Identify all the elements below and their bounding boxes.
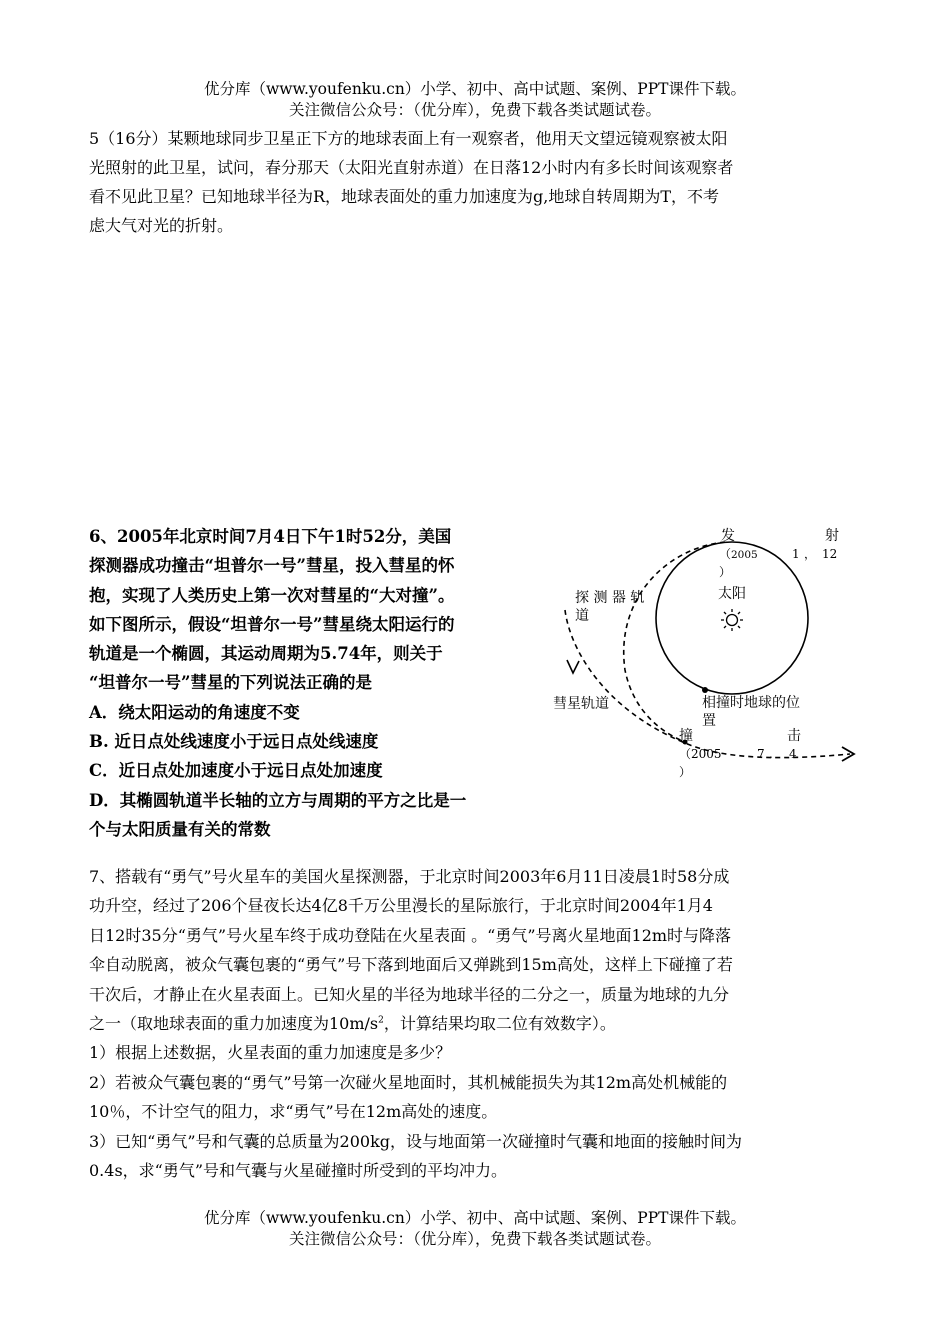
launch-date-paren-close: ） xyxy=(719,565,732,579)
launch-date-day: 12 xyxy=(822,547,838,561)
page-footer xyxy=(0,1208,950,1250)
q6-line: 如下图所示，假设“坦普尔一号”彗星绕太阳运行的 xyxy=(89,614,455,634)
launch-date-year: 2005 xyxy=(731,549,758,561)
comet-orbit-figure xyxy=(545,520,875,790)
sun-icon xyxy=(721,609,743,631)
probe-orbit-label-2: 道 xyxy=(575,608,589,624)
q6-line: 6、2005年北京时间7月4日下午1时52分，美国 xyxy=(89,527,452,546)
q7-line: 功升空，经过了206个昼夜长达4亿8千万公里漫长的星际旅行，于北京时间2004年1月4 xyxy=(89,896,713,916)
header-line-2: 关注微信公众号：（优分库），免费下载各类试题试卷。 xyxy=(288,101,661,119)
q7-line: 伞自动脱离，被众气囊包裹的“勇气”号下落到地面后又弹跳到15m高处，这样上下碰撞了若 xyxy=(89,955,733,975)
q6-line: 轨道是一个椭圆，其运动周期为5.74年，则关于 xyxy=(89,644,443,664)
earth-position-dot xyxy=(702,687,708,693)
question-7 xyxy=(89,862,865,1185)
probe-orbit-label-1: 探 测 器 轨 xyxy=(575,590,645,606)
question-6 xyxy=(89,522,539,844)
q6-option-b: B. 近日点处线速度小于远日点处线速度 xyxy=(89,732,379,752)
q7-line6-post: ，计算结果均取二位有效数字）。 xyxy=(383,1014,616,1034)
comet-orbit-label: 彗星轨道 xyxy=(553,696,609,712)
earth-position-label-1: 相撞时地球的位 xyxy=(702,695,800,711)
q5-line: 看不见此卫星？已知地球半径为R，地球表面处的重力加速度为g,地球自转周期为T，不考 xyxy=(89,187,720,206)
comet-arrowhead-icon xyxy=(567,660,579,673)
question-5 xyxy=(89,124,865,240)
impact-date-month: 7 xyxy=(757,747,765,761)
earth-orbit-circle xyxy=(656,542,808,694)
q6-line: 抱，实现了人类历史上第一次对彗星的“大对撞”。 xyxy=(89,585,455,605)
impact-label-b: 击 xyxy=(787,728,801,744)
q7-line-6 xyxy=(89,1009,865,1038)
footer-line-1: 优分库（www.youfenku.cn）小学、初中、高中试题、案例、PPT课件下载。 xyxy=(203,1209,747,1227)
q7-sub-1: 1）根据上述数据，火星表面的重力加速度是多少？ xyxy=(89,1043,452,1063)
earth-position-label-2: 置 xyxy=(702,713,716,729)
impact-date-day: 4 xyxy=(789,747,797,761)
impact-date-paren-close: ） xyxy=(679,765,692,779)
sun-label: 太阳 xyxy=(718,586,746,602)
header-line-1: 优分库（www.youfenku.cn）小学、初中、高中试题、案例、PPT课件下载。 xyxy=(203,80,747,98)
launch-date-paren-open: （ xyxy=(719,547,732,561)
page-header xyxy=(0,79,950,121)
q7-line6-sup: 2 xyxy=(378,1015,384,1026)
impact-label-a: 撞 xyxy=(679,728,693,744)
impact-date-year: 2005 xyxy=(691,747,722,761)
q5-line: 5（16分）某颗地球同步卫星正下方的地球表面上有一观察者，他用天文望远镜观察被太阳 xyxy=(89,129,728,148)
launch-label-a: 发 xyxy=(721,528,735,544)
q6-line: 探测器成功撞击“坦普尔一号”彗星，投入彗星的怀 xyxy=(89,556,455,576)
q7-line: 干次后，才静止在火星表面上。已知火星的半径为地球半径的二分之一，质量为地球的九分 xyxy=(89,984,730,1004)
launch-date-sep: ， xyxy=(804,547,817,561)
probe-orbit-path xyxy=(624,542,725,742)
q5-line: 光照射的此卫星，试问，春分那天（太阳光直射赤道）在日落12小时内有多长时间该观察者 xyxy=(89,158,734,177)
q7-sub-2: 2）若被众气囊包裹的“勇气”号第一次碰火星地面时，其机械能损失为其12m高处机械能的 xyxy=(89,1072,728,1092)
launch-date-month: 1 xyxy=(792,547,800,561)
impact-date-paren-open: （ xyxy=(679,747,692,761)
q7-sub-3-cont: 0.4s，求“勇气”号和气囊与火星碰撞时所受到的平均冲力。 xyxy=(89,1161,508,1181)
q7-line: 日12时35分“勇气”号火星车终于成功登陆在火星表面 。“勇气”号离火星地面12m时与降落 xyxy=(89,925,732,945)
q6-option-d: D．其椭圆轨道半长轴的立方与周期的平方之比是一 xyxy=(89,790,467,810)
q6-line: “坦普尔一号”彗星的下列说法正确的是 xyxy=(89,673,372,693)
q7-sub-3: 3）已知“勇气”号和气囊的总质量为200kg，设与地面第一次碰撞时气囊和地面的接触时间为 xyxy=(89,1131,743,1151)
q6-option-c: C．近日点处加速度小于远日点处加速度 xyxy=(89,761,383,781)
q7-line: 7、搭载有“勇气”号火星车的美国火星探测器，于北京时间2003年6月11日凌晨1时58分成 xyxy=(89,867,730,886)
launch-label-b: 射 xyxy=(825,528,839,544)
footer-line-2: 关注微信公众号：（优分库），免费下载各类试题试卷。 xyxy=(288,1230,661,1248)
q7-line6-pre: 之一（取地球表面的重力加速度为10m/s xyxy=(89,1014,379,1034)
q5-line: 虑大气对光的折射。 xyxy=(89,216,234,235)
q6-option-d-cont: 个与太阳质量有关的常数 xyxy=(89,819,271,839)
q7-sub-2-cont: 10％，不计空气的阻力，求“勇气”号在12m高处的速度。 xyxy=(89,1102,498,1122)
impact-date-sep: . xyxy=(769,747,773,761)
q6-option-a: A．绕太阳运动的角速度不变 xyxy=(89,702,300,722)
